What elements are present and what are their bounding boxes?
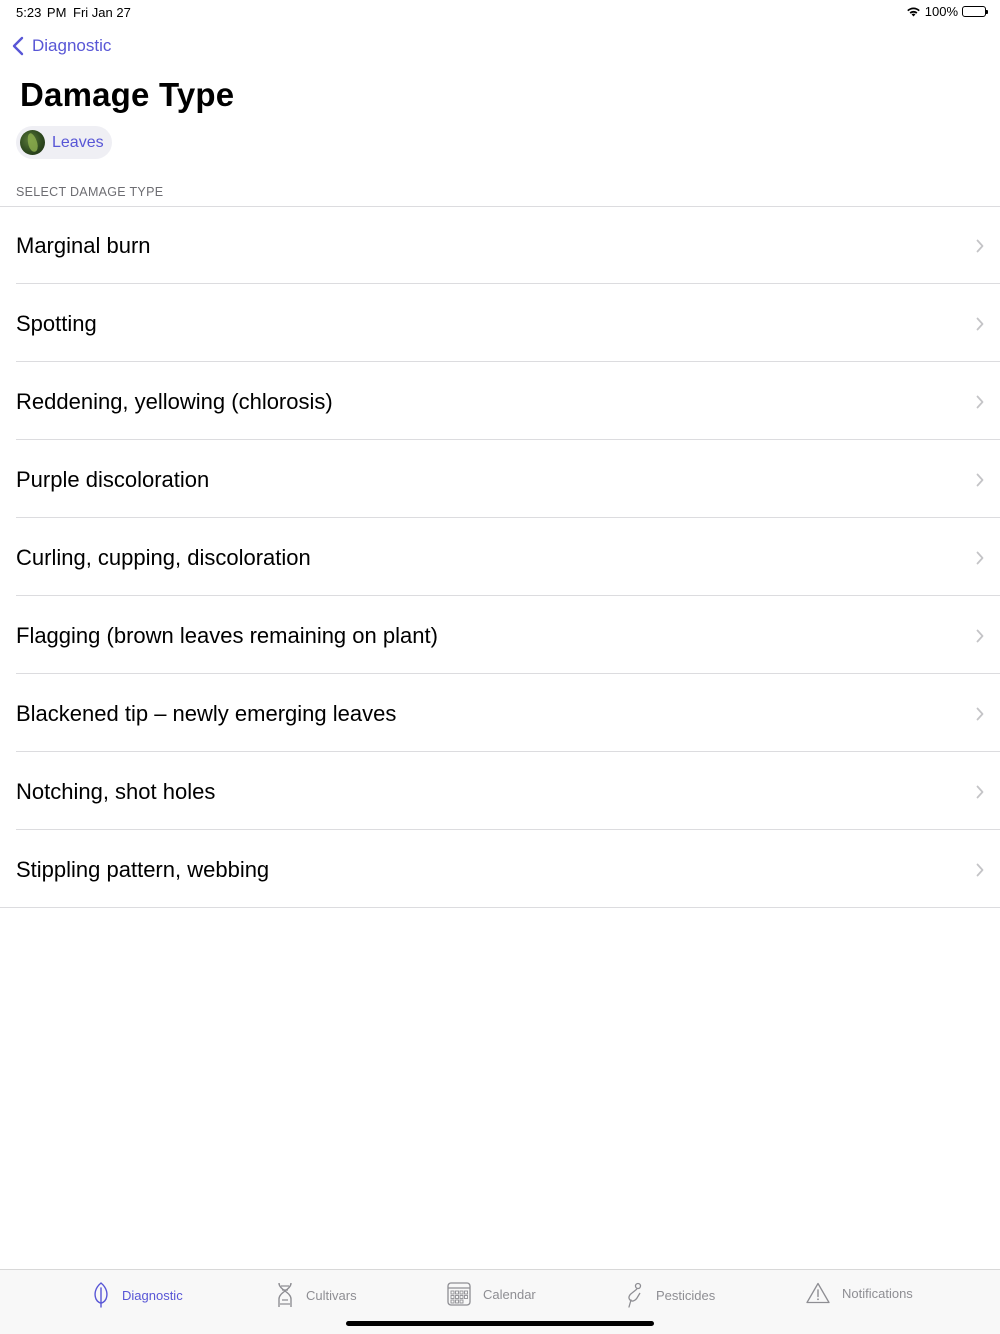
status-date: Fri Jan 27	[73, 5, 131, 20]
list-item-label: Spotting	[16, 310, 97, 336]
section-header: SELECT DAMAGE TYPE	[16, 185, 164, 199]
chevron-left-icon	[12, 36, 24, 56]
status-indicators	[906, 4, 986, 19]
chevron-right-icon	[976, 395, 984, 409]
pesticide-icon	[626, 1282, 644, 1308]
status-time: 5:23 PM	[16, 5, 67, 20]
list-item-label: Flagging (brown leaves remaining on plant)	[16, 622, 438, 648]
chevron-right-icon	[976, 863, 984, 877]
list-item[interactable]	[0, 441, 1000, 518]
list-item[interactable]	[0, 207, 1000, 284]
leaf-thumbnail	[20, 130, 45, 155]
home-indicator[interactable]	[346, 1321, 654, 1326]
list-item[interactable]	[0, 753, 1000, 830]
list-item-label: Curling, cupping, discoloration	[16, 544, 311, 570]
list-item-label: Marginal burn	[16, 232, 151, 258]
plant-part-chip[interactable]	[16, 126, 112, 159]
damage-type-list	[0, 206, 1000, 908]
list-item[interactable]	[0, 363, 1000, 440]
tab-label: Diagnostic	[122, 1287, 183, 1303]
back-button-label: Diagnostic	[32, 36, 112, 55]
battery-percentage: 100%	[924, 4, 958, 19]
tab-label: Pesticides	[656, 1287, 716, 1303]
chevron-right-icon	[976, 317, 984, 331]
list-item[interactable]	[0, 519, 1000, 596]
tab-calendar[interactable]	[447, 1282, 536, 1306]
wifi-icon	[906, 6, 921, 17]
tab-bar	[0, 1269, 1000, 1334]
list-item[interactable]	[0, 831, 1000, 908]
list-item-label: Notching, shot holes	[16, 778, 216, 804]
chevron-right-icon	[976, 785, 984, 799]
chevron-right-icon	[976, 707, 984, 721]
list-item-label: Stippling pattern, webbing	[16, 856, 270, 882]
chevron-right-icon	[976, 551, 984, 565]
page-title: Damage Type	[20, 76, 235, 113]
tab-label: Notifications	[842, 1285, 913, 1301]
chevron-right-icon	[976, 629, 984, 643]
leaf-icon	[92, 1282, 110, 1308]
calendar-icon	[447, 1282, 471, 1306]
list-item[interactable]	[0, 675, 1000, 752]
tab-notifications[interactable]	[806, 1282, 913, 1304]
tab-label: Calendar	[483, 1286, 536, 1302]
tab-label: Cultivars	[306, 1287, 357, 1303]
list-item[interactable]	[0, 285, 1000, 362]
tab-cultivars[interactable]	[276, 1282, 357, 1308]
chevron-right-icon	[976, 239, 984, 253]
chevron-right-icon	[976, 473, 984, 487]
warning-icon	[806, 1282, 830, 1304]
list-item-label: Reddening, yellowing (chlorosis)	[16, 388, 333, 414]
chip-label: Leaves	[52, 133, 104, 151]
list-item[interactable]	[0, 597, 1000, 674]
list-item-label: Blackened tip – newly emerging leaves	[16, 700, 397, 726]
back-button[interactable]	[12, 36, 111, 56]
list-item-label: Purple discoloration	[16, 466, 210, 492]
tab-diagnostic[interactable]	[92, 1282, 183, 1308]
status-bar	[0, 0, 1000, 24]
dna-icon	[276, 1282, 294, 1308]
tab-pesticides[interactable]	[626, 1282, 715, 1308]
battery-icon	[962, 6, 986, 17]
